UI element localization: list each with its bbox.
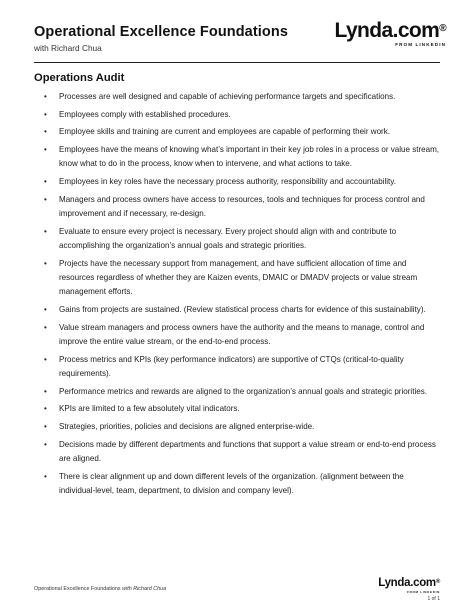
bullet-icon: • [44,258,47,268]
bullet-icon: • [44,404,47,414]
list-item-text: Projects have the necessary support from management, and have sufficient allocation of time and resources regardless of whether they are Kaizen events, DMAIC or DMADV projects or value stream management efforts. [59,258,418,297]
bullet-icon: • [44,471,47,481]
audit-checklist [34,90,442,502]
list-item-text: Employee skills and training are current and employees are capable of performing their work. [59,127,390,137]
list-item [34,438,442,467]
bullet-icon: • [44,304,47,314]
list-item-text: Employees in key roles have the necessary process authority, responsibility and accountability. [59,177,396,187]
footer-course-credit [34,586,166,592]
list-item [34,143,442,172]
list-item [34,470,442,499]
footer-logo-text: Lynda.com [378,577,436,589]
list-item [34,402,442,416]
list-item [34,257,442,300]
bullet-icon: • [44,226,47,236]
lynda-logo [335,20,446,47]
logo-tagline: FROM LINKEDIN [395,42,446,47]
bullet-icon: • [44,127,47,137]
list-item [34,321,442,350]
bullet-icon: • [44,109,47,119]
list-item-text: Decisions made by different departments and functions that support a value stream or end-to-end process are aligned. [59,439,436,463]
list-item [34,125,442,139]
list-item-text: Processes are well designed and capable of achieving performance targets and specifications. [59,92,396,101]
bullet-icon: • [44,92,47,101]
list-item-text: Strategies, priorities, policies and decisions are aligned enterprise-wide. [59,422,315,432]
list-item-text: Employees have the means of knowing what’s important in their key job roles in a process or value stream, know what to do in the process, know when to intervene, and what actions to take. [59,145,440,169]
list-item-text: Process metrics and KPIs (key performance indicators) are supportive of CTQs (critical-to-quality requirements). [59,354,404,378]
logo-text: Lynda.com [334,19,440,42]
list-item [34,420,442,434]
bullet-icon: • [44,354,47,364]
list-item [34,108,442,122]
footer-course-title: Operational Excellence Foundations [34,586,121,592]
bullet-icon: • [44,177,47,187]
list-item-text: Performance metrics and rewards are aligned to the organization’s annual goals and strategic priorities. [59,386,427,396]
list-item-text: Value stream managers and process owners have the authority and the means to manage, control and improve the entire value stream, or the end-to-end process. [59,322,425,346]
list-item [34,225,442,254]
bullet-icon: • [44,194,47,204]
bullet-icon: • [44,322,47,332]
list-item-text: There is clear alignment up and down different levels of the organization. (alignment between the individual-level, team, department, to division and company level). [59,471,404,495]
footer-logo-registered-mark: ® [435,579,440,585]
list-item [34,303,442,317]
bullet-icon: • [44,439,47,449]
list-item [34,385,442,399]
logo-wordmark [335,20,446,41]
footer-instructor: with Richard Chua [122,586,167,592]
list-item-text: Gains from projects are sustained. (Review statistical process charts for evidence of this sustainability). [59,304,426,314]
list-item [34,353,442,382]
section-heading: Operations Audit [34,72,125,84]
list-item [34,90,442,104]
list-item-text: KPIs are limited to a few absolutely vital indicators. [59,404,240,414]
footer-logo [378,577,440,602]
list-item [34,175,442,189]
list-item-text: Managers and process owners have access to resources, tools and techniques for process control and improvement and if necessary, re-design. [59,194,425,219]
footer-logo-wordmark [378,577,440,589]
list-item-text: Evaluate to ensure every project is necessary. Every project should align with and contribute to accomplishing the organization’s annual goals and strategic priorities. [59,226,397,251]
page-number: 1 of 1 [427,596,440,602]
document-header [34,24,288,53]
bullet-icon: • [44,422,47,432]
bullet-icon: • [44,145,47,155]
document-subtitle: with Richard Chua [34,43,102,53]
document-title: Operational Excellence Foundations [34,24,288,40]
header-divider [34,62,440,63]
footer-logo-tagline: FROM LINKEDIN [407,590,440,594]
logo-registered-mark: ® [439,23,446,34]
bullet-icon: • [44,386,47,396]
list-item [34,193,442,222]
list-item-text: Employees comply with established procedures. [59,109,231,119]
